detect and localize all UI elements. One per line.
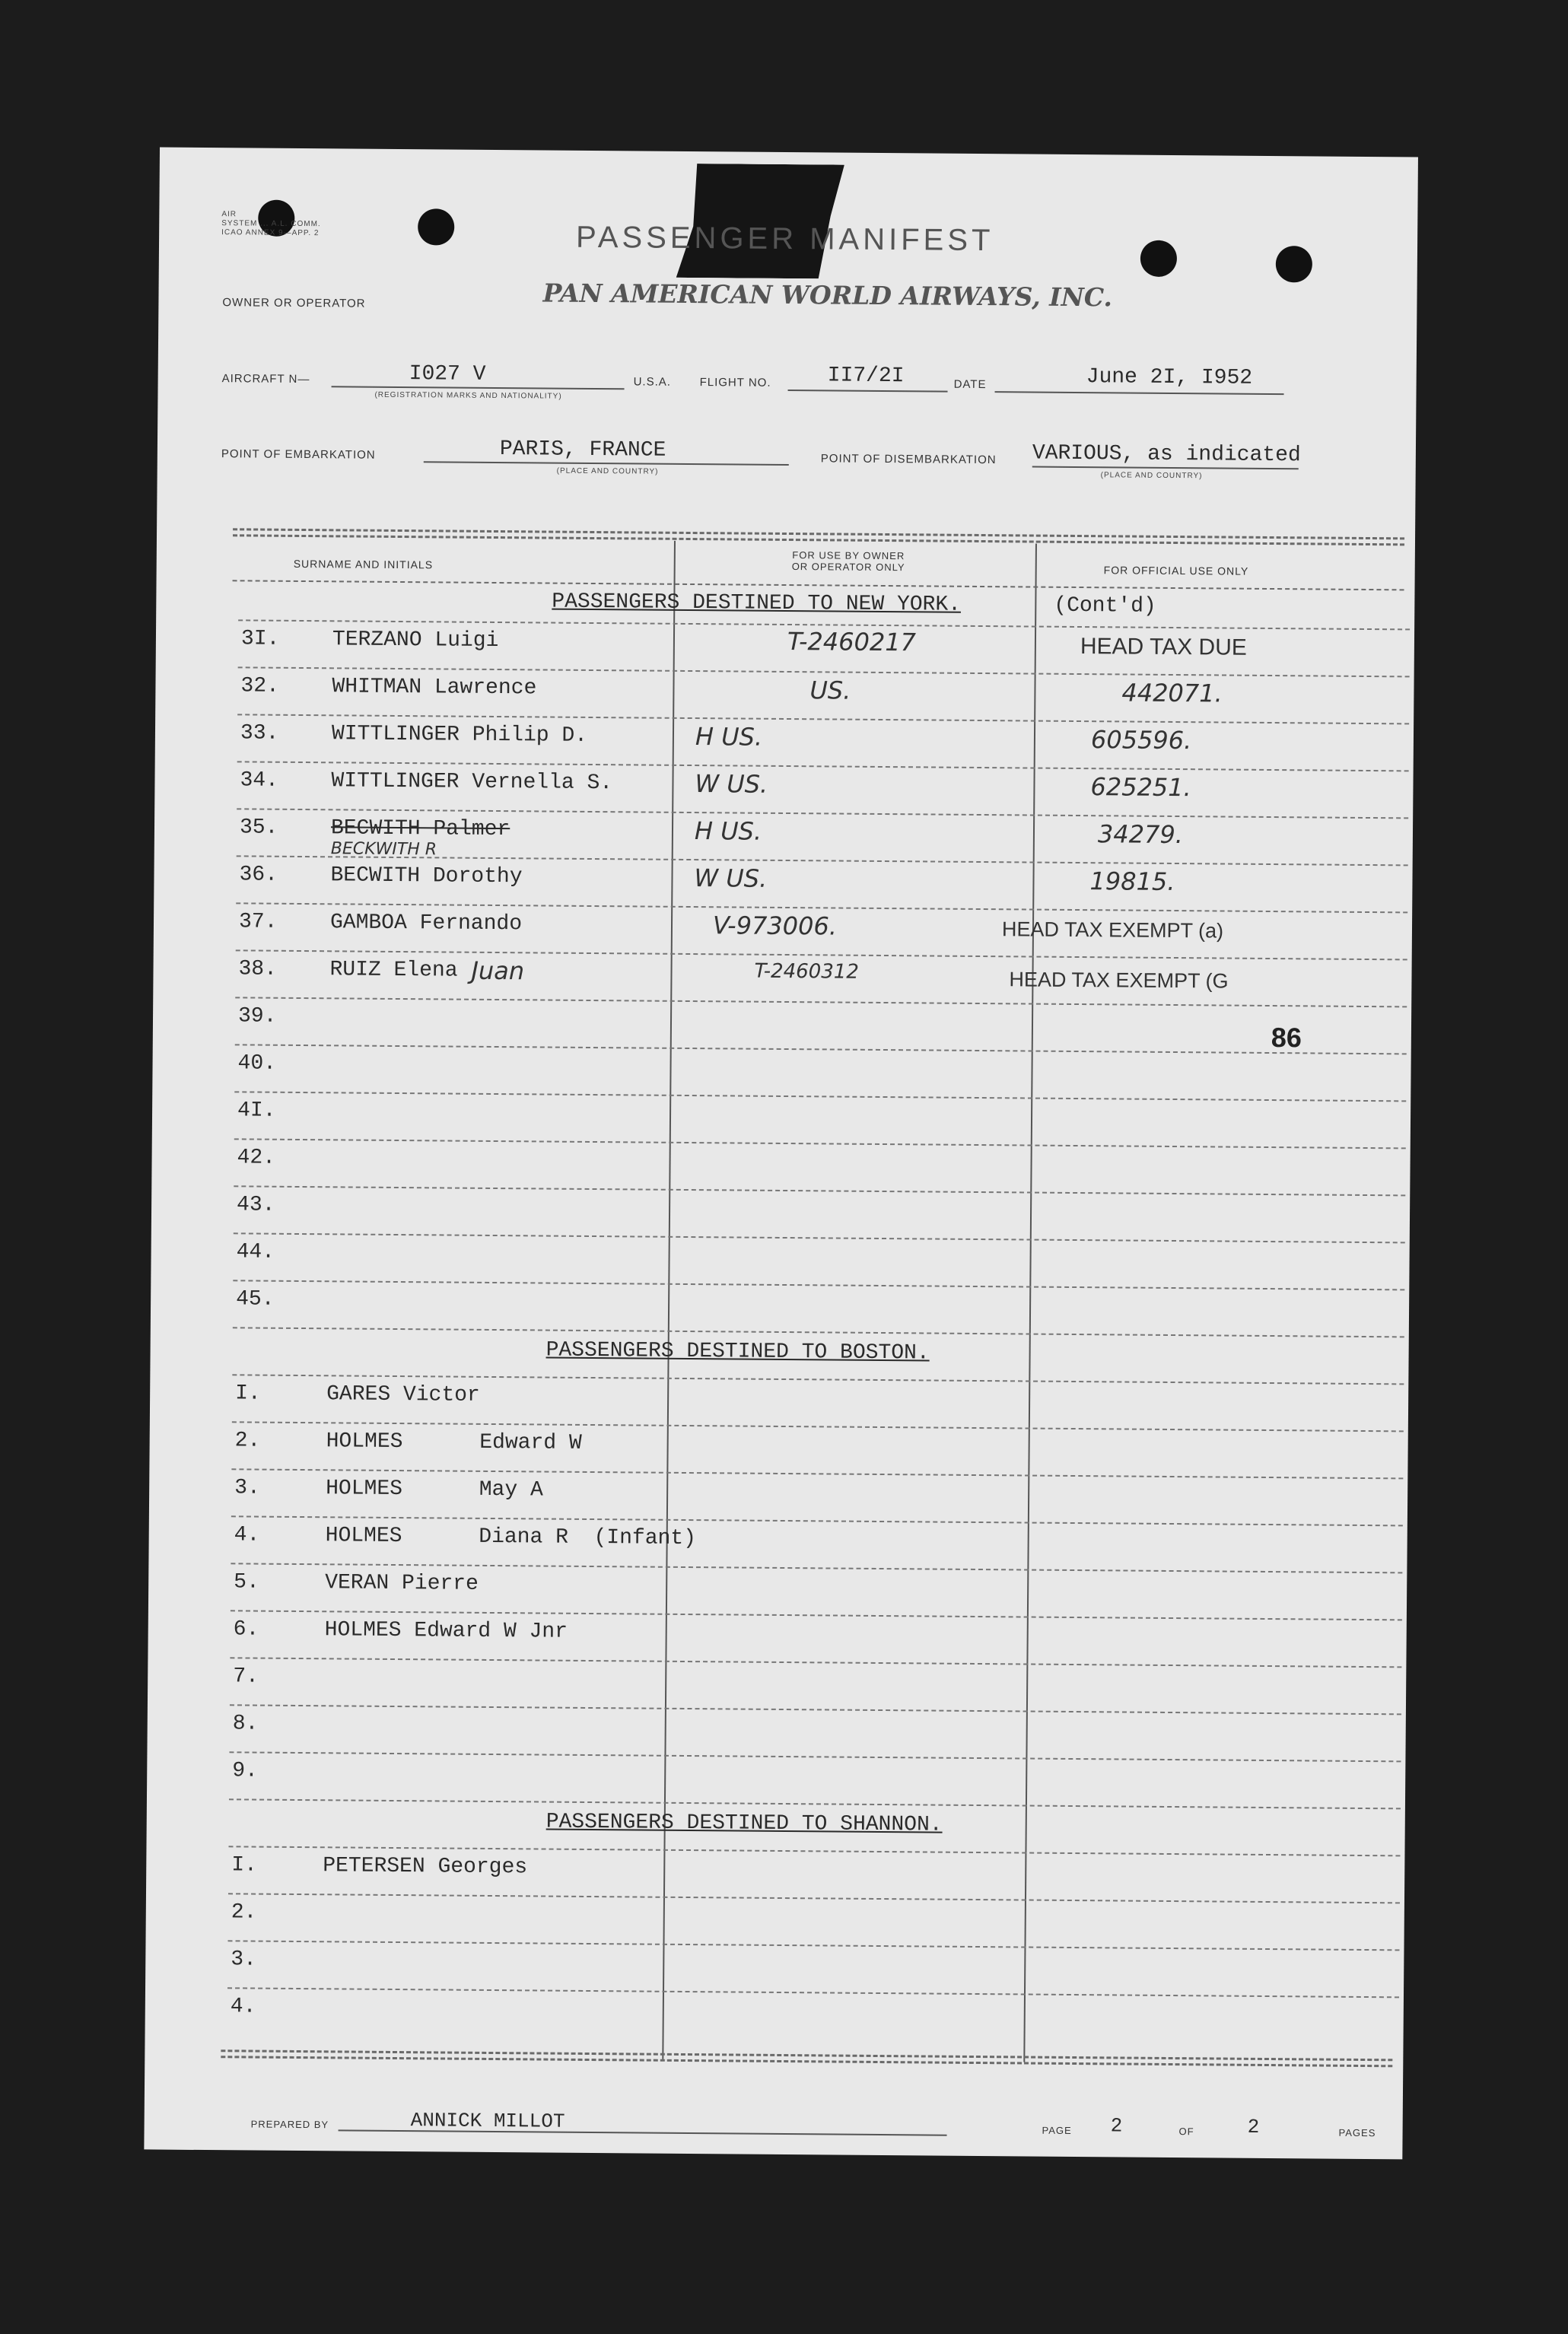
date-value: June 2I, I952 xyxy=(1086,365,1253,390)
section-title-boston: PASSENGERS DESTINED TO BOSTON. xyxy=(545,1338,930,1366)
pages-label: PAGES xyxy=(1338,2126,1376,2139)
row-number: 4I. xyxy=(237,1099,276,1123)
row-number: 2. xyxy=(234,1429,261,1453)
col-owner-header xyxy=(792,549,905,573)
row-number: 35. xyxy=(239,816,278,840)
row-number: 44. xyxy=(236,1240,275,1264)
row-number: 34. xyxy=(240,768,279,793)
owner-note: H US. xyxy=(695,722,763,752)
official-note: HEAD TAX EXEMPT (G xyxy=(1009,968,1229,993)
col-surname-header: SURNAME AND INITIALS xyxy=(293,557,434,571)
row-number: 38. xyxy=(238,957,278,981)
col-owner-header-line: FOR USE BY OWNER xyxy=(792,549,905,562)
col-official-header: FOR OFFICIAL USE ONLY xyxy=(1103,564,1249,577)
row-number: 3. xyxy=(231,1948,257,1972)
section-suffix: (Cont'd) xyxy=(1054,593,1156,618)
name-correction: Juan xyxy=(471,956,525,986)
punch-hole xyxy=(418,208,454,245)
section-title-new-york: PASSENGERS DESTINED TO NEW YORK. xyxy=(552,590,962,617)
row-number: 32. xyxy=(240,674,280,698)
row-number: 33. xyxy=(240,721,279,746)
owner-note: W US. xyxy=(694,863,768,893)
punch-hole xyxy=(1276,246,1312,282)
passenger-name: BECWITH Palmer xyxy=(330,816,510,842)
disembarkation-value: VARIOUS, as indicated xyxy=(1032,441,1301,468)
official-note: 625251. xyxy=(1090,772,1191,803)
row-number: 43. xyxy=(236,1193,275,1217)
official-note: 19815. xyxy=(1089,867,1175,897)
passenger-name: HOLMES May A xyxy=(326,1477,543,1502)
official-note: 605596. xyxy=(1090,725,1192,755)
owner-note: W US. xyxy=(695,769,768,799)
passenger-name: RUIZ Elena xyxy=(329,958,458,983)
row-number: 2. xyxy=(231,1900,257,1925)
owner-note: US. xyxy=(809,676,851,705)
punch-hole xyxy=(1140,240,1177,277)
passenger-name: PETERSEN Georges xyxy=(323,1854,528,1880)
page-value: 2 xyxy=(1110,2114,1123,2138)
of-label: OF xyxy=(1178,2126,1194,2138)
manifest-page xyxy=(144,148,1418,2160)
passenger-name: WITTLINGER Vernella S. xyxy=(331,769,613,796)
of-value: 2 xyxy=(1247,2115,1260,2138)
page-label: PAGE xyxy=(1042,2124,1072,2136)
usa-label: U.S.A. xyxy=(633,375,672,389)
prepared-value: ANNICK MILLOT xyxy=(410,2109,565,2133)
passenger-name: HOLMES Diana R (Infant) xyxy=(325,1524,697,1551)
registration-caption: (REGISTRATION MARKS AND NATIONALITY) xyxy=(374,390,562,401)
passenger-name: HOLMES Edward W xyxy=(326,1429,582,1455)
passenger-name: GAMBOA Fernando xyxy=(329,911,523,936)
row-number: 3I. xyxy=(240,627,280,651)
row-number: 40. xyxy=(237,1051,277,1076)
owner-note: V-973006. xyxy=(712,911,838,941)
disembarkation-caption: (PLACE AND COUNTRY) xyxy=(1100,471,1203,481)
owner-label: OWNER OR OPERATOR xyxy=(222,296,366,310)
embarkation-label: POINT OF EMBARKATION xyxy=(221,447,376,462)
row-number: 36. xyxy=(239,863,278,887)
form-code-line: AIR xyxy=(221,210,237,219)
aircraft-label: AIRCRAFT N— xyxy=(221,372,310,386)
disembarkation-label: POINT OF DISEMBARKATION xyxy=(820,452,997,467)
embarkation-value: PARIS, FRANCE xyxy=(499,437,666,463)
form-code-line: SYSTEM ... A.L. COMM. xyxy=(221,219,321,229)
row-number: 9. xyxy=(232,1759,258,1783)
official-note: HEAD TAX DUE xyxy=(1080,634,1247,660)
embarkation-caption: (PLACE AND COUNTRY) xyxy=(556,466,659,476)
page-title: PASSENGER MANIFEST xyxy=(575,220,994,258)
official-note: HEAD TAX EXEMPT (a) xyxy=(1001,917,1224,943)
official-note: 34279. xyxy=(1097,819,1184,850)
name-correction: BECKWITH R xyxy=(330,839,437,860)
row-number: 37. xyxy=(238,910,278,934)
row-number: I. xyxy=(231,1853,258,1878)
passenger-name: GARES Victor xyxy=(326,1382,480,1407)
row-number: 4. xyxy=(230,1995,256,2019)
row-number: I. xyxy=(235,1382,261,1406)
passenger-name: HOLMES Edward W Jnr xyxy=(324,1618,568,1644)
official-note: 442071. xyxy=(1121,678,1223,708)
passenger-name: BECWITH Dorothy xyxy=(330,863,523,889)
row-number: 39. xyxy=(237,1004,277,1029)
prepared-label: PREPARED BY xyxy=(250,2118,329,2131)
row-number: 3. xyxy=(234,1476,260,1500)
aircraft-value: I027 V xyxy=(409,362,486,386)
owner-note: T-2460312 xyxy=(754,959,860,984)
row-number: 6. xyxy=(233,1617,259,1642)
row-number: 8. xyxy=(232,1712,259,1736)
owner-note: T-2460217 xyxy=(787,627,917,657)
col-owner-header-line: OR OPERATOR ONLY xyxy=(791,561,905,574)
row-number: 42. xyxy=(237,1146,276,1170)
form-code-line: ICAO ANNEX 9—APP. 2 xyxy=(221,228,320,238)
passenger-name: WITTLINGER Philip D. xyxy=(331,722,588,748)
passenger-name: VERAN Pierre xyxy=(325,1571,479,1596)
row-number: 7. xyxy=(233,1665,259,1689)
form-code xyxy=(221,210,321,238)
date-label: DATE xyxy=(953,377,987,392)
owner-note: H US. xyxy=(694,816,762,846)
row-number: 45. xyxy=(236,1287,275,1312)
flight-value: II7/2I xyxy=(827,364,905,389)
row-number: 4. xyxy=(234,1523,260,1547)
passenger-name: TERZANO Luigi xyxy=(332,628,499,653)
flight-label: FLIGHT NO. xyxy=(699,376,771,390)
passenger-name: WHITMAN Lawrence xyxy=(332,675,537,701)
stamp-number: 86 xyxy=(1271,1022,1302,1054)
airline-name: PAN AMERICAN WORLD AIRWAYS, INC. xyxy=(542,278,1113,313)
row-number: 5. xyxy=(234,1570,259,1595)
section-title-shannon: PASSENGERS DESTINED TO SHANNON. xyxy=(545,1810,943,1837)
